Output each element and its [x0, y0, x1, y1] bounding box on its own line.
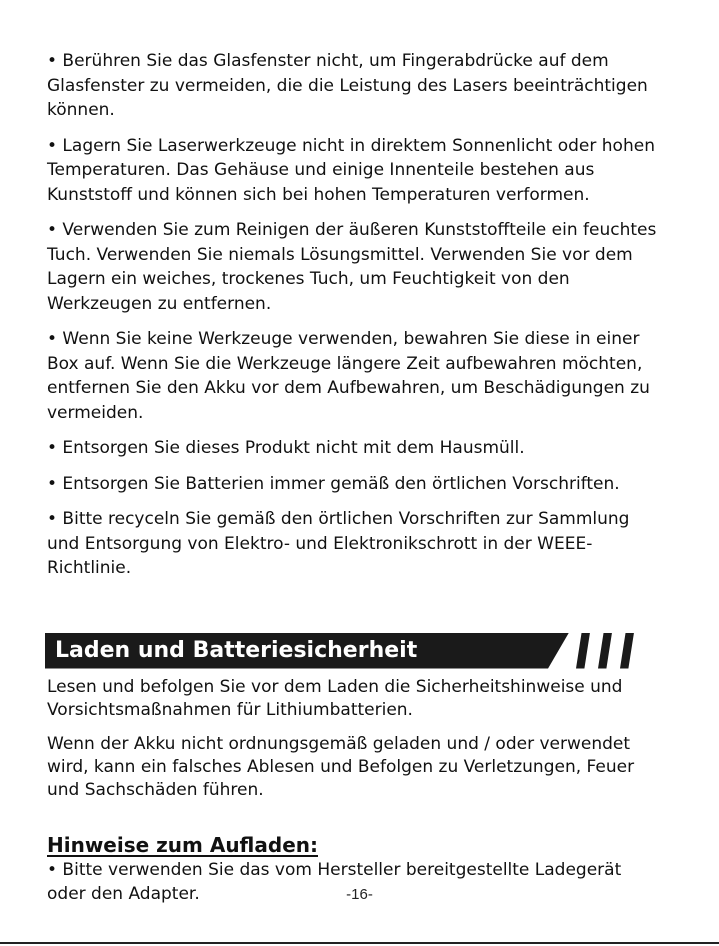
bullet-cleaning: • Verwenden Sie zum Reinigen der äußeren Kunststoffteile ein feuchtes Tuch. Verwenden Sie niemals Lösungsmittel. Verwenden Sie vor dem Lagern ein weiches, trockenes Tuch, um Feuchtigkeit von den Werkzeugen zu entfernen.	[47, 220, 657, 314]
bullet-recycling-weee: • Bitte recyceln Sie gemäß den örtlichen Vorschriften zur Sammlung und Entsorgung von Elektro- und Elektronikschrott in der WEEE-Richtlinie.	[47, 509, 630, 578]
bullet-glass-window: • Berühren Sie das Glasfenster nicht, um Fingerabdrücke auf dem Glasfenster zu vermeiden, die die Leistung des Lasers beeinträchtigen können.	[47, 51, 648, 120]
paragraph-improper-charging: Wenn der Akku nicht ordnungsgemäß geladen und / oder verwendet wird, kann ein falsches Ablesen und Befolgen zu Verletzungen, Feuer und Sachschäden führen.	[47, 733, 635, 800]
bullet-box-storage: • Wenn Sie keine Werkzeuge verwenden, bewahren Sie diese in einer Box auf. Wenn Sie die Werkzeuge längere Zeit aufbewahren möchten, entfernen Sie den Akku vor dem Aufbewahren, um Beschädigungen zu vermeiden.	[47, 329, 650, 423]
bullet-storage-sunlight: • Lagern Sie Laserwerkzeuge nicht in direktem Sonnenlicht oder hohen Temperaturen. Das Gehäuse und einige Innenteile bestehen aus Kunststoff und können sich bei hohen Temperaturen verformen.	[47, 135, 655, 205]
spacer	[47, 592, 662, 633]
bullet-disposal-batteries: • Entsorgen Sie Batterien immer gemäß den örtlichen Vorschriften.	[47, 473, 620, 494]
section-heading-title: Laden und Batteriesicherheit	[55, 637, 418, 663]
bullet-use-manufacturer-charger: • Bitte verwenden Sie das vom Hersteller bereitgestellte Ladegerät oder den Adapter.	[47, 859, 622, 904]
decorative-stripe-icon	[576, 633, 590, 669]
decorative-stripe-icon	[598, 633, 612, 669]
bullet-disposal-household: • Entsorgen Sie dieses Produkt nicht mit dem Hausmüll.	[47, 438, 525, 458]
page-number: -16-	[346, 886, 373, 903]
section-heading-bar	[45, 633, 644, 669]
page-content	[47, 49, 662, 906]
subsection-heading: Hinweise zum Aufladen:	[47, 832, 318, 857]
paragraph-read-safety: Lesen und befolgen Sie vor dem Laden die Sicherheitshinweise und Vorsichtsmaßnahmen für Lithiumbatterien.	[47, 676, 623, 720]
bottom-divider	[0, 942, 719, 944]
decorative-stripe-icon	[620, 633, 634, 669]
